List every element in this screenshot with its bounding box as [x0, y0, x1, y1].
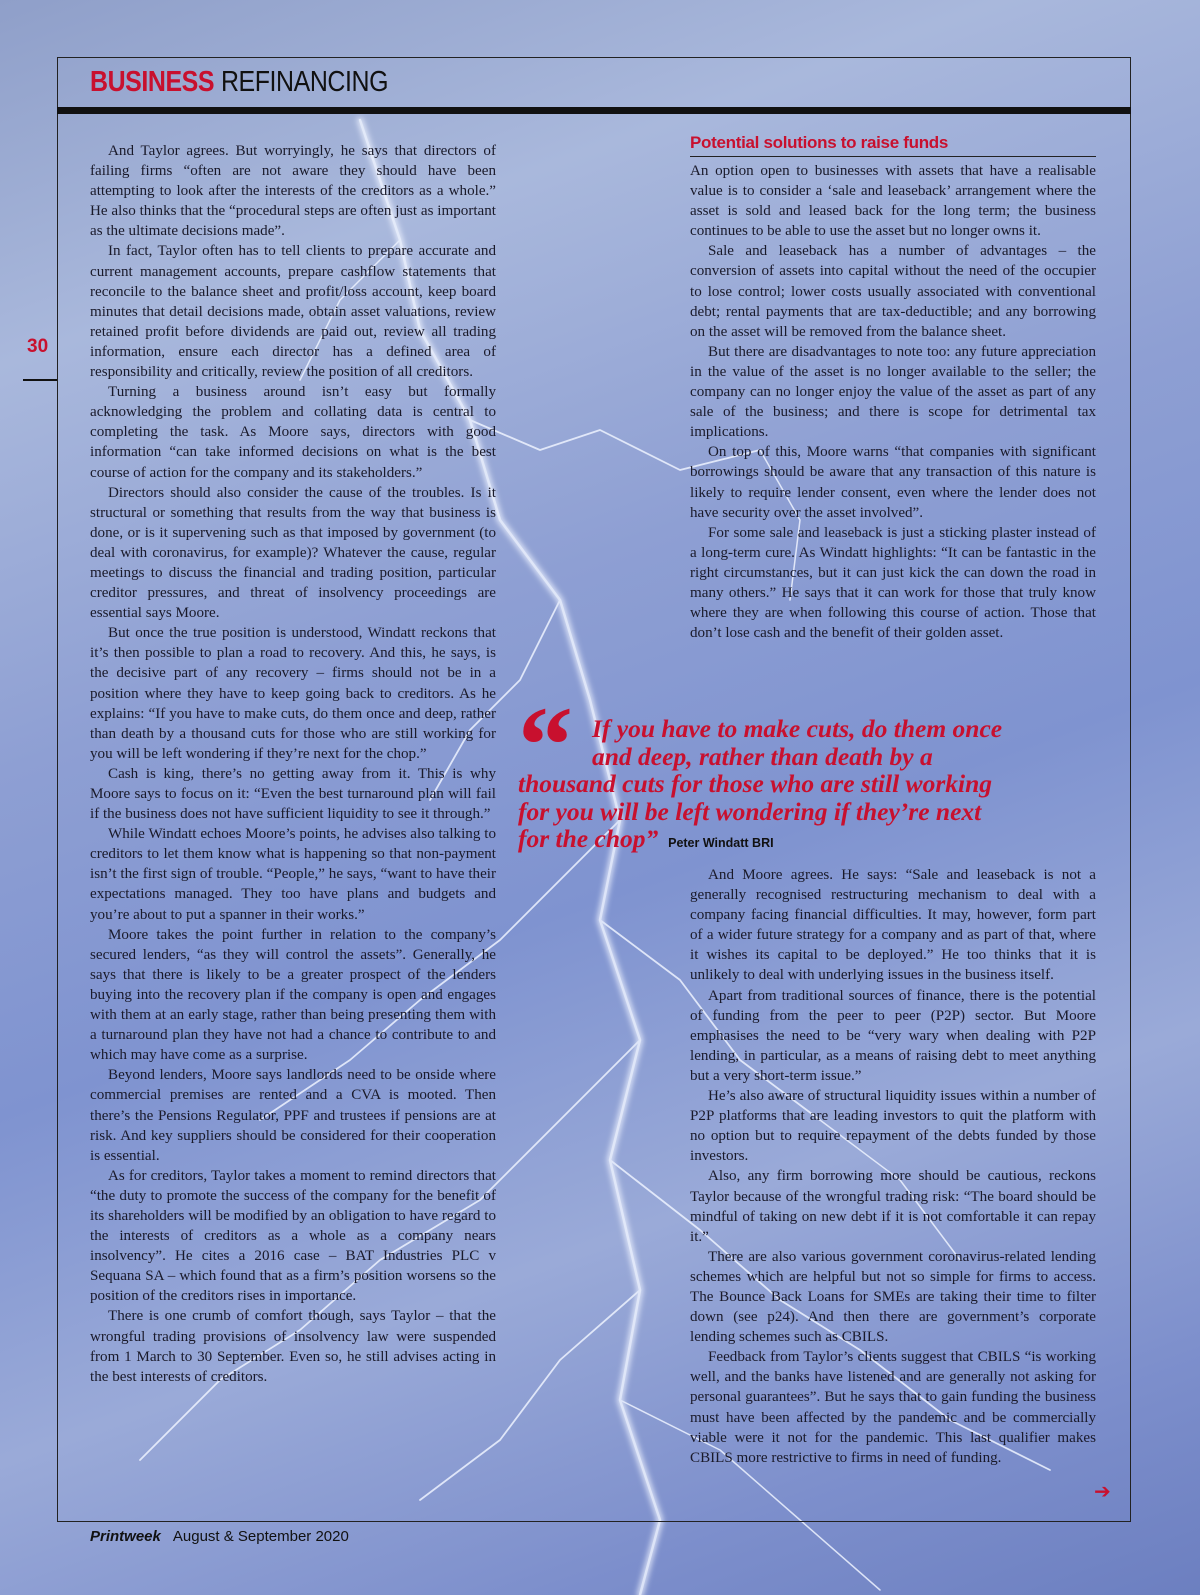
paragraph: There is one crumb of comfort though, says Taylor – that the wrongful trading provisions of insolvency law were suspended from 1 March to 30 September. Even so, he still advises acting in the best interests of creditors.: [90, 1308, 496, 1385]
paragraph: Feedback from Taylor’s clients suggest that CBILS “is working well, and the banks have listened and are generally not asking for personal guarantees”. But he says that to gain funding the business must have been affected by the pandemic and be commercially viable were it not for the pandemic. This last qualifier makes CBILS more restrictive to firms in need of funding.: [690, 1349, 1096, 1466]
paragraph: While Windatt echoes Moore’s points, he advises also talking to creditors to let them know what is happening so that non-payment isn’t the first sign of trouble. “People,” he says, “want to have their expectations managed. They too have plans and budgets and you’re about to put a spanner in their works.”: [90, 826, 496, 923]
paragraph: He’s also aware of structural liquidity issues within a number of P2P platforms that are leading investors to quit the platform with no option but to require repayment of the debts funded by those investors.: [690, 1088, 1096, 1165]
paragraph: Beyond lenders, Moore says landlords need to be onside where commercial premises are rented and a CVA is mooted. Then there’s the Pensions Regulator, PPF and trustees if pensions are at risk. And key suppliers should be considered for their cooperation is essential.: [90, 1067, 496, 1164]
section-header: [90, 66, 388, 99]
box-body: [690, 161, 1096, 643]
paragraph: But there are disadvantages to note too: any future appreciation in the value of the asset is no longer available to the seller; the company can no longer enjoy the value of the asset as part of any sale of the business; and there is scope for detrimental tax implications.: [690, 343, 1096, 441]
pull-quote: [518, 715, 1098, 858]
footer-issue: August & September 2020: [172, 1528, 349, 1545]
paragraph: There are also various government coronavirus-related lending schemes which are helpful but not so simple for firms to access. The Bounce Back Loans for SMEs are taking their time to filter down (see p24). And then there are government’s corporate lending schemes such as CBILS.: [690, 1248, 1096, 1346]
paragraph: But once the true position is understood, Windatt reckons that it’s then possible to plan a road to recovery. And this, he says, is the decisive part of any recovery – firms should not be in a position where they have to keep going back to creditors. As he explains: “If you have to make cuts, do them once and deep, rather than death by a thousand cuts for those who are still working for you will be left wondering if they’re next for the chop.”: [90, 625, 496, 762]
subsection-label: REFINANCING: [220, 66, 389, 98]
pull-quote-line: thousand cuts for those who are still working: [518, 769, 993, 798]
pull-quote-line: If you have to make cuts, do them once: [592, 714, 1003, 743]
page-number-rule: [23, 379, 57, 381]
paragraph: An option open to businesses with assets that have a realisable value is to consider a ‘sale and leaseback’ arrangement where the asset is sold and leased back for the long term; the business continues to be able to use the asset but no longer owns it.: [690, 163, 1096, 240]
paragraph: For some sale and leaseback is just a sticking plaster instead of a long-term cure. As Windatt highlights: “It can be fantastic in the right circumstances, but it can just kick the can down the road in many others.” He says that it can work for those that truly know where they are when following this course of action. Those that don’t lose cash and the benefit of their golden asset.: [690, 524, 1096, 642]
footer-brand: Printweek: [90, 1528, 161, 1545]
right-column: [690, 865, 1096, 1468]
paragraph: Apart from traditional sources of finance, there is the potential of funding from the peer to peer (P2P) sector. But Moore emphasises the need to be “very wary when dealing with P2P lending, in particular, as a means of raising debt to meet anything but a very short-term issue.”: [690, 987, 1096, 1084]
paragraph: And Taylor agrees. But worryingly, he says that directors of failing firms “often are not aware they should have been attempting to look after the interests of the creditors as a whole.” He also thinks that the “procedural steps are often just as important as the ultimate decisions made”.: [90, 143, 496, 240]
page-number: 30: [27, 336, 49, 357]
quote-mark-icon: “: [518, 684, 573, 806]
pull-quote-line: for you will be left wondering if they’re next: [518, 796, 982, 826]
paragraph: Turning a business around isn’t easy but formally acknowledging the problem and collating data is central to completing the task. As Moore says, directors with good information “can take informed decisions on what is the best course of action for the company and its stakeholders.”: [90, 384, 496, 481]
paragraph: As for creditors, Taylor takes a moment to remind directors that “the duty to promote the success of the company for the benefit of its shareholders will be modified by an obligation to have regard to the interests of creditors as a whole as a company nears insolvency”. He cites a 2016 case – BAT Industries PLC v Sequana SA – which found that as a firm’s position worsens so the position of the creditors rises in importance.: [90, 1167, 496, 1305]
pull-quote-line: and deep, rather than death by a: [592, 741, 933, 771]
box-heading: Potential solutions to raise funds: [690, 133, 1096, 157]
pull-quote-line: for the chop”: [518, 824, 659, 853]
paragraph: Cash is king, there’s no getting away from it. This is why Moore says to focus on it: “Even the best turnaround plan will fail if the business does not have sufficient liquidity to see it through.”: [90, 765, 496, 823]
attribution-org: BRI: [752, 836, 774, 850]
header-rule: [57, 107, 1131, 114]
paragraph: Moore takes the point further in relation to the company’s secured lenders, “as they will control the assets”. Generally, he says that there is likely to be a greater prospect of the lenders buying into the recovery plan if the company is open and engages with them at an early stage, rather than being presenting them with a turnaround plan they have not had a chance to contribute to and which may have come as a surprise.: [90, 926, 496, 1064]
paragraph: In fact, Taylor often has to tell clients to prepare accurate and current management accounts, prepare cashflow statements that reconcile to the balance sheet and profit/loss account, keep board minutes that detail decisions made, obtain asset valuations, review retained profit before dividends are paid out, review all trading information, ensure each director has a defined area of responsibility and critically, review the position of all creditors.: [90, 243, 496, 381]
pull-quote-attribution: [665, 836, 774, 850]
left-column: [90, 141, 496, 1387]
section-label: BUSINESS: [90, 66, 215, 98]
attribution-name: Peter Windatt: [668, 836, 749, 850]
paragraph: Directors should also consider the cause of the troubles. Is it structural or something that results from the way that business is done, or is it supervening such as that imposed by government (to deal with coronavirus, for example)? Whatever the cause, regular meetings to discuss the financial and trading position, particular creditor pressures, and threat of insolvency proceedings are essential says Moore.: [90, 484, 496, 622]
paragraph: On top of this, Moore warns “that companies with significant borrowings should be aware that any transaction of this nature is likely to require lender consent, even where the lender does not have security over the asset involved”.: [690, 444, 1096, 521]
paragraph: And Moore agrees. He says: “Sale and leaseback is not a generally recognised restructuring mechanism to deal with a company facing financial difficulties. It may, however, form part of a wider future strategy for a company and as part of that, where it wishes its capital to be deployed.” He too thinks that it is unlikely to deal with underlying issues in the business itself.: [690, 867, 1096, 984]
footer: [90, 1528, 349, 1545]
continue-arrow-icon: ➔: [1094, 1479, 1111, 1503]
paragraph: Sale and leaseback has a number of advantages – the conversion of assets into capital without the need of the occupier to lose control; lower costs usually associated with conventional debt; rental payments that are tax-deductible; and any borrowing on the asset will be removed from the balance sheet.: [690, 243, 1096, 340]
paragraph: Also, any firm borrowing more should be cautious, reckons Taylor because of the wrongful trading risk: “The board should be mindful of taking on new debt if it is not comfortable it can repay it.”: [690, 1168, 1096, 1245]
